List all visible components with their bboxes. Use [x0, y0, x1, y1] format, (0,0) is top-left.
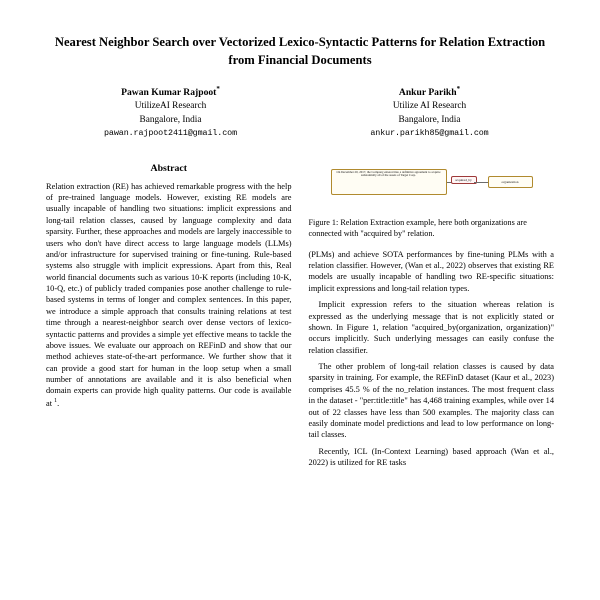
right-column: [309, 159, 555, 474]
right-paragraph-3: The other problem of long-tail relation classes is caused by data sparsity in training. For example, the REFinD dataset (Kaur et al., 2023) comprises 45.5 % of the no_relation instances. The most frequent class in the dataset - "per:title:title" has 4,468 training examples, while over 14 out of 22 classes have less than 500 examples. The majority class can easily dominate model predictions and lead to low performance on long-tail classes.: [308, 362, 554, 440]
figure-node-relation: acquired_by: [451, 176, 477, 184]
author-1-affiliation: UtilizeAI Research: [134, 101, 207, 112]
figure-node-left: On December 20, 2017, the Company entered into a definitive agreement to acquire substantially all of the assets of Target Corp.: [331, 169, 447, 195]
author-2-name: Ankur Parikh*: [398, 84, 461, 98]
author-2-marker: *: [456, 84, 461, 93]
author-2: [322, 84, 537, 141]
author-2-email[interactable]: ankur.parikh85@gmail.com: [370, 128, 489, 139]
author-1-marker: *: [216, 84, 220, 93]
figure-1: [309, 165, 555, 211]
figure-node-right: organization: [488, 176, 533, 188]
figure-edge-right: [474, 182, 488, 183]
abstract-heading: Abstract: [150, 162, 187, 174]
two-column-body: [46, 159, 554, 474]
abstract-text: Relation extraction (RE) has achieved remarkable progress with the help of pre-trained language models. However, existing RE models are usually incapable of handling two situations: implicit expressions and long-tail relation classes, caused by language complexity and data sparsity. Further, these approaches and models are largely inaccessible to users who don't have direct access to large language models (LLMs) and/or infrastructure for supervised training or fine-tuning. Rule-based systems also struggle with implicit expressions. Apart from this, Real world financial documents such as various 10-K reports (including 10-K, 10-Q, etc.) of publicly traded companies pose another challenge to rule-based systems in terms of longer and complex sentences. In this paper, we introduce a simple approach that consults training relations at test time through a nearest-neighbor search over dense vectors of lexico-syntactic patterns and provides a simple yet effective means to tackle the above issues. We evaluate our approach on REFinD and show that our method achieves state-of-the-art performance. We further show that it can provide a good start for human in the loop setup when a small number of annotations are available and it is also beneficial when domain experts can provide high quality patterns. Our code is available at $^1$.: [46, 181, 292, 408]
right-paragraph-1: (PLMs) and achieve SOTA performances by fine-tuning PLMs with a relation classifier. However, (Wan et al., 2022) observes that existing RE models are usually incapable of handling two RE-specific situations: implicit expressions and long-tail relation types.: [308, 249, 554, 293]
figure-1-graphic: [331, 165, 533, 211]
author-2-affiliation: Utilize AI Research: [392, 101, 467, 112]
left-column: [46, 159, 292, 474]
right-paragraph-2: Implicit expression refers to the situation whereas relation is expressed as the underlying message that is not explicitly stated or shown. In Figure 1, relation "acquired_by(organization, organization)" occurs implicitly. Such underlying messages can easily confuse the relation classifier.: [308, 300, 554, 355]
footnote-ref[interactable]: 1: [54, 397, 58, 404]
author-1: [63, 84, 278, 141]
author-1-location: Bangalore, India: [139, 114, 202, 125]
author-1-email[interactable]: pawan.rajpoot2411@gmail.com: [104, 128, 237, 139]
author-1-name: Pawan Kumar Rajpoot*: [121, 84, 220, 98]
figure-1-caption: Figure 1: Relation Extraction example, here both organizations are connected with "acquired by" relation.: [308, 217, 527, 238]
right-paragraph-4: Recently, ICL (In-Context Learning) based approach (Wan et al., 2022) is utilized for RE tasks: [308, 446, 554, 468]
page-title: Nearest Neighbor Search over Vectorized Lexico-Syntactic Patterns for Relation Extraction from Financial Documents: [54, 35, 546, 67]
author-block: [46, 84, 554, 141]
author-2-location: Bangalore, India: [398, 114, 461, 125]
